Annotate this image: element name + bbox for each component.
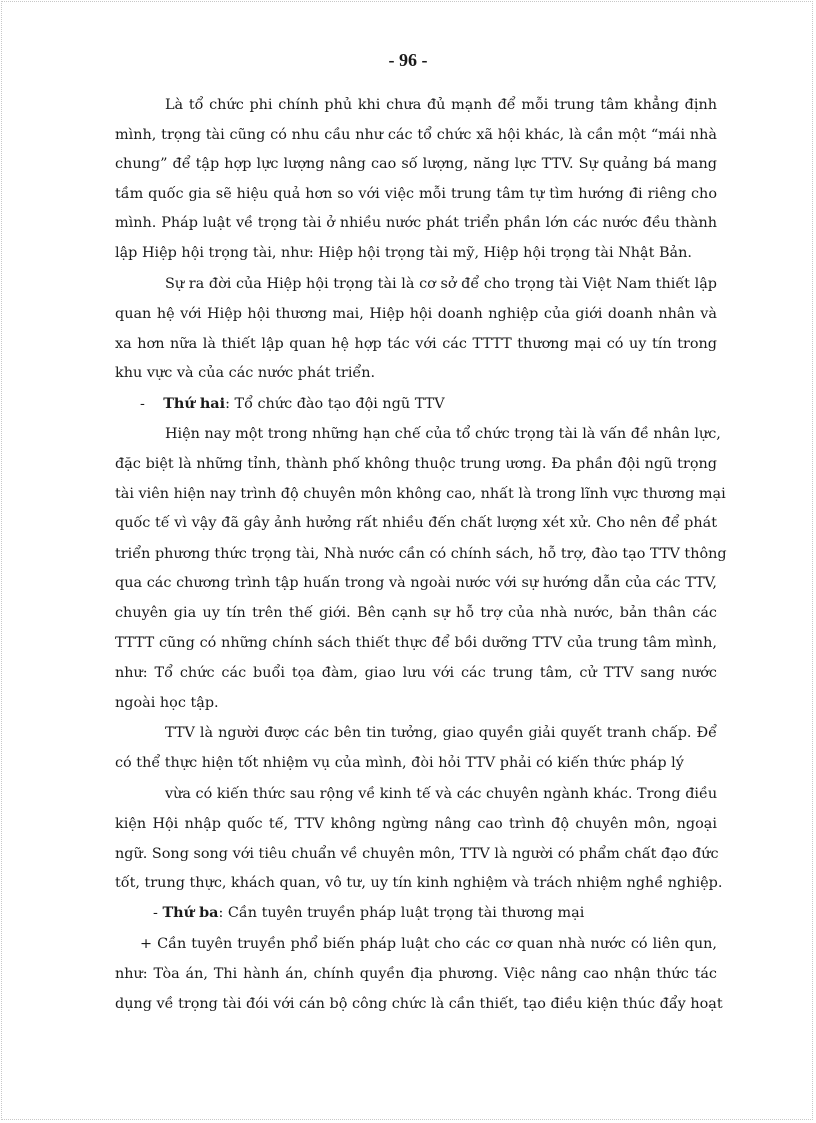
text-line: ngữ. Song song với tiêu chuẩn về chuyên môn, TTV là người có phẩm chất đạo đức	[115, 846, 719, 862]
heading-rest: : Cần tuyên truyền pháp luật trọng tài thương mại	[218, 905, 585, 921]
text-line: TTV là người được các bên tin tưởng, giao quyền giải quyết tranh chấp. Để	[165, 725, 717, 741]
text-line: vừa có kiến thức sau rộng về kinh tế và các chuyên ngành khác. Trong điều	[165, 786, 718, 802]
section-heading-thu-ba	[153, 904, 717, 922]
text-line: xa hơn nữa là thiết lập quan hệ hợp tác với các TTTT thương mại có uy tín trong	[115, 336, 717, 352]
text-line: quốc tế vì vậy đã gây ảnh hưởng rất nhiều đến chất lượng xét xử. Cho nên để phát	[115, 515, 717, 531]
text-line: lập Hiệp hội trọng tài, như: Hiệp hội trọng tài mỹ, Hiệp hội trọng tài Nhật Bản.	[115, 245, 692, 261]
heading-bold: Thứ hai	[163, 395, 226, 412]
text-line: như: Tòa án, Thi hành án, chính quyền địa phương. Việc nâng cao nhận thức tác	[115, 966, 717, 982]
text-line: qua các chương trình tập huấn trong và ngoài nước với sự hướng dẫn của các TTV,	[115, 575, 717, 591]
text-line: tốt, trung thực, khách quan, vô tư, uy tín kinh nghiệm và trách nhiệm nghề nghiệp.	[115, 875, 723, 891]
text-line: ngoài học tập.	[115, 695, 219, 711]
page-number: - 96 -	[388, 50, 428, 70]
text-line: triển phương thức trọng tài, Nhà nước cần có chính sách, hỗ trợ, đào tạo TTV thông	[115, 546, 727, 562]
text-line: đặc biệt là những tỉnh, thành phố không thuộc trung ương. Đa phần đội ngũ trọng	[115, 456, 717, 472]
text-line: tầm quốc gia sẽ hiệu quả hơn so với việc mỗi trung tâm tự tìm hướng đi riêng cho	[115, 186, 717, 202]
text-line: khu vực và của các nước phát triển.	[115, 365, 376, 381]
text-line: dụng về trọng tài đói với cán bộ công chức là cần thiết, tạo điều kiện thúc đẩy hoạt	[115, 996, 723, 1012]
text-line: Là tổ chức phi chính phủ khi chưa đủ mạnh để mỗi trung tâm khẳng định	[165, 97, 717, 113]
heading-rest: : Tổ chức đào tạo đội ngũ TTV	[225, 396, 445, 412]
text-line: có thể thực hiện tốt nhiệm vụ của mình, đòi hỏi TTV phải có kiến thức pháp lý	[115, 755, 684, 771]
text-line: Hiện nay một trong những hạn chế của tổ chức trọng tài là vấn đề nhân lực,	[165, 426, 721, 442]
heading-dash: -	[140, 396, 145, 412]
section-heading-thu-hai	[140, 395, 717, 413]
text-line: như: Tổ chức các buổi tọa đàm, giao lưu với các trung tâm, cử TTV sang nước	[115, 665, 717, 681]
text-line: chung” để tập hợp lực lượng nâng cao số lượng, năng lực TTV. Sự quảng bá mang	[115, 156, 717, 172]
text-line: chuyên gia uy tín trên thế giới. Bên cạnh sự hỗ trợ của nhà nước, bản thân các	[115, 605, 717, 621]
text-line: tài viên hiện nay trình độ chuyên môn không cao, nhất là trong lĩnh vực thương mại	[115, 486, 726, 502]
heading-dash: -	[153, 905, 158, 921]
text-line: quan hệ với Hiệp hội thương mai, Hiệp hội doanh nghiệp của giới doanh nhân và	[115, 306, 717, 322]
text-line: mình. Pháp luật về trọng tài ở nhiều nước phát triển phần lớn các nước đều thành	[115, 215, 717, 231]
text-line: Sự ra đời của Hiệp hội trọng tài là cơ sở để cho trọng tài Việt Nam thiết lập	[165, 276, 717, 292]
text-line: mình, trọng tài cũng có nhu cầu như các tổ chức xã hội khác, là cần một “mái nhà	[115, 127, 717, 143]
text-line: TTTT cũng có những chính sách thiết thực để bồi dưỡng TTV của trung tâm mình,	[115, 635, 717, 651]
text-line: + Cần tuyên truyền phổ biến pháp luật cho các cơ quan nhà nước có liên qun,	[140, 936, 717, 952]
text-line: kiện Hội nhập quốc tế, TTV không ngừng nâng cao trình độ chuyên môn, ngoại	[115, 816, 717, 832]
heading-bold: Thứ ba	[162, 904, 219, 921]
